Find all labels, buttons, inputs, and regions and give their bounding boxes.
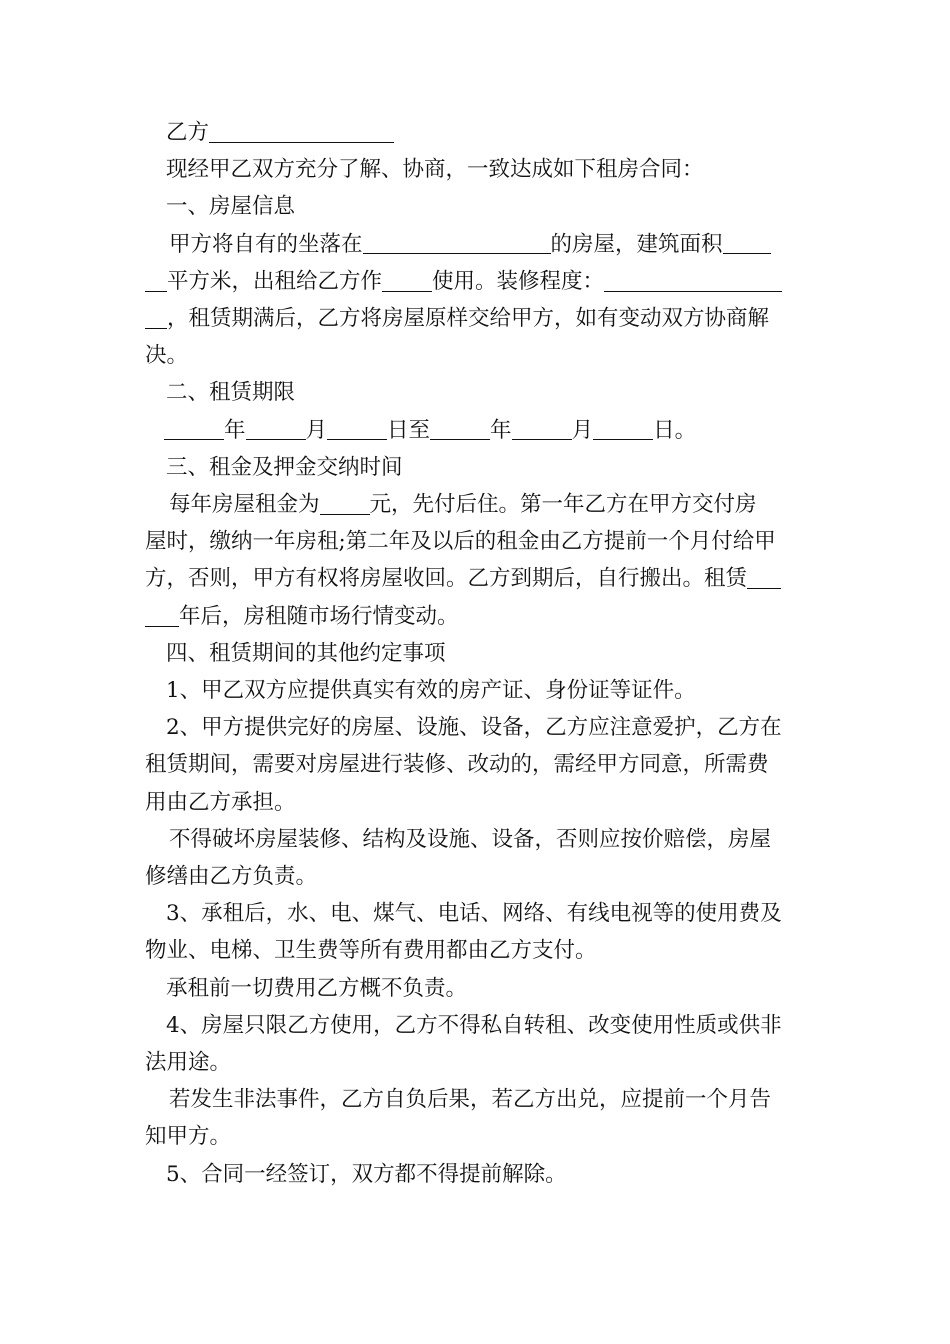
- section3-line3: 方，否则，甲方有权将房屋收回。乙方到期后，自行搬出。租赁: [145, 560, 810, 597]
- item2-line3: 用由乙方承担。: [145, 789, 296, 815]
- intro-line: 现经甲乙双方充分了解、协商，一致达成如下租房合同：: [166, 157, 704, 183]
- location-blank: [363, 231, 551, 255]
- end-year-blank: [430, 417, 490, 441]
- end-month-blank: [512, 417, 572, 441]
- lease-years-blank-part1: [747, 566, 781, 590]
- item2-line2: 租赁期间，需要对房屋进行装修、改动的，需经甲方同意，所需费: [145, 752, 769, 778]
- section1-line3: ，租赁期满后，乙方将房屋原样交给甲方，如有变动双方协商解: [145, 300, 810, 337]
- section1-heading: 一、房屋信息: [166, 194, 296, 220]
- start-year-blank: [164, 417, 224, 441]
- lease-years-blank-part2: [145, 603, 179, 627]
- party-b-line: [145, 114, 810, 151]
- item2-line1: 2、甲方提供完好的房屋、设施、设备，乙方应注意爱护，乙方在: [166, 715, 782, 741]
- area-blank-part2: [145, 268, 167, 292]
- item2b-line2: 修缮由乙方负责。: [145, 864, 318, 890]
- section1-line1: 甲方将自有的坐落在 的房屋，建筑面积: [145, 226, 810, 263]
- section1-line2: 平方米，出租给乙方作 使用。装修程度：: [145, 263, 810, 300]
- end-day-blank: [593, 417, 653, 441]
- rent-amount-blank: [320, 491, 370, 515]
- party-b-label: 乙方: [166, 120, 210, 145]
- item3-line1: 3、承租后，水、电、煤气、电话、网络、有线电视等的使用费及: [166, 901, 782, 927]
- usage-blank: [382, 268, 432, 292]
- section3-line2: 屋时，缴纳一年房租;第二年及以后的租金由乙方提前一个月付给甲: [145, 529, 776, 555]
- item4b-line2: 知甲方。: [145, 1124, 232, 1150]
- decoration-blank-part2: [145, 305, 167, 329]
- section3-line4: 年后，房租随市场行情变动。: [145, 598, 810, 635]
- lease-term-line: 年 月 日至 年 月 日。: [145, 412, 810, 449]
- item4-line1: 4、房屋只限乙方使用，乙方不得私自转租、改变使用性质或供非: [166, 1012, 782, 1038]
- start-month-blank: [246, 417, 306, 441]
- section2-heading: 二、租赁期限: [166, 380, 296, 406]
- item3-line2: 物业、电梯、卫生费等所有费用都由乙方支付。: [145, 938, 597, 964]
- item5-line: 5、合同一经签订，双方都不得提前解除。: [166, 1161, 567, 1187]
- area-blank-part1: [723, 231, 771, 255]
- item4-line2: 法用途。: [145, 1050, 232, 1076]
- section1-line4: 决。: [145, 343, 189, 369]
- section3-heading: 三、租金及押金交纳时间: [166, 454, 403, 480]
- section4-heading: 四、租赁期间的其他约定事项: [166, 640, 446, 666]
- section3-line1: 每年房屋租金为 元，先付后住。第一年乙方在甲方交付房: [169, 492, 757, 518]
- start-day-blank: [327, 417, 387, 441]
- item2b-line1: 不得破坏房屋装修、结构及设施、设备，否则应按价赔偿，房屋: [169, 826, 772, 852]
- item4b-line1: 若发生非法事件，乙方自负后果，若乙方出兑，应提前一个月告: [169, 1087, 772, 1113]
- contract-body: [145, 114, 810, 1193]
- party-b-blank: [209, 119, 394, 143]
- decoration-blank-part1: [604, 268, 782, 292]
- item1-line: 1、甲乙双方应提供真实有效的房产证、身份证等证件。: [166, 678, 696, 704]
- item3b-line: 承租前一切费用乙方概不负责。: [166, 975, 468, 1001]
